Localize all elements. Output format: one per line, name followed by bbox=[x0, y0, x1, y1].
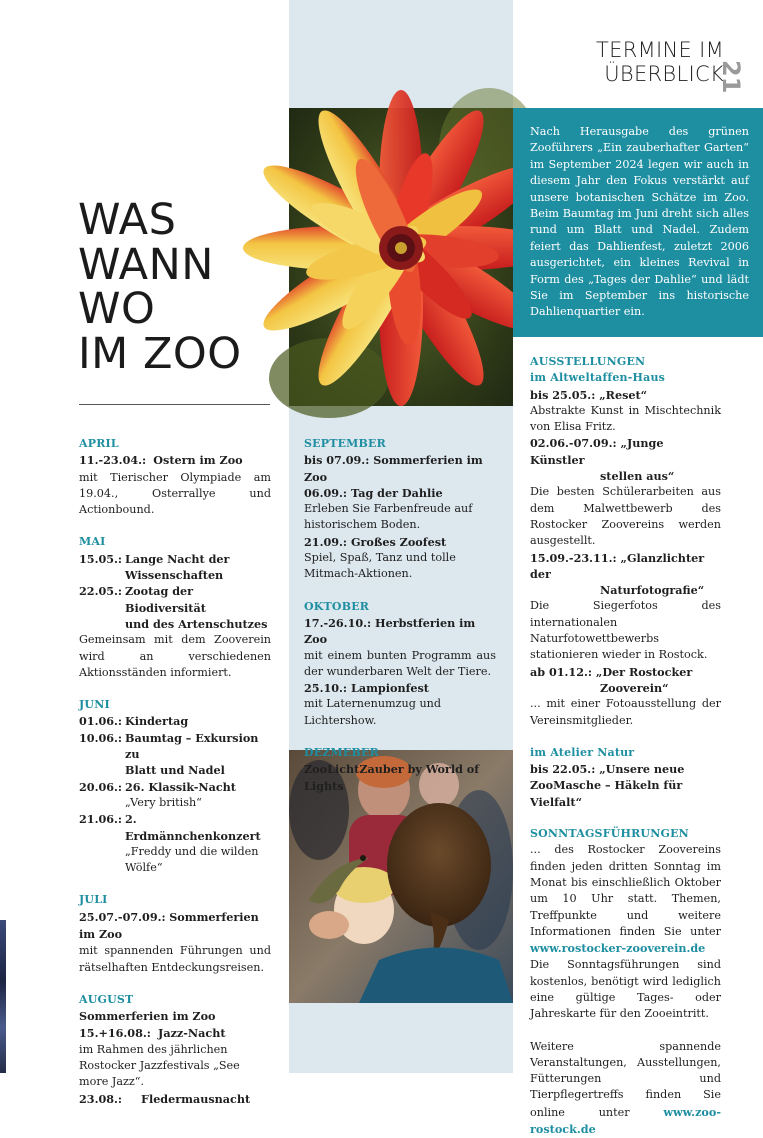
event-description: im Rahmen des jährlichen Rostocker Jazzfestivals „See more Jazz“. bbox=[79, 1042, 240, 1089]
section-heading: AUSSTELLUNGEN bbox=[530, 355, 646, 368]
month-heading: APRIL bbox=[79, 437, 119, 450]
exhibition-description: Abstrakte Kunst in Mischtechnik von Elisa Fritz. bbox=[530, 403, 721, 434]
venue-heading: im Atelier Natur bbox=[530, 745, 635, 759]
event-date: 11.-23.04.: bbox=[79, 453, 147, 468]
event-date: 01.06.: bbox=[79, 714, 123, 729]
page-edge-image-strip bbox=[0, 920, 6, 1073]
event-line: 06.09.: Tag der Dahlie bbox=[304, 485, 443, 500]
exhibition-title: ab 01.12.: „Der Rostocker bbox=[530, 664, 693, 679]
more-info-text: Weitere spannende Veranstaltungen, Ausstellungen, Fütterungen und Tierpflegertreffs finden Sie online unter bbox=[530, 1039, 721, 1119]
section-header: TERMINE IM ÜBERBLICK bbox=[596, 38, 724, 86]
section-heading: SONNTAGSFÜHRUNGEN bbox=[530, 827, 689, 841]
event-description: mit Laternenumzug und Lichtershow. bbox=[304, 697, 442, 727]
event-title: Kindertag bbox=[125, 714, 189, 729]
event-title: Sommerferien im Zoo bbox=[79, 1009, 216, 1024]
headline-line: WANN bbox=[78, 239, 214, 290]
event-date: 20.06.: bbox=[79, 779, 123, 794]
month-heading: DEZMEBER bbox=[304, 746, 379, 760]
month-heading: JULI bbox=[79, 893, 108, 907]
dahlia-photo bbox=[289, 108, 513, 406]
exhibition-title: 02.06.-07.09.: „Junge Künstler bbox=[530, 436, 664, 467]
tour-description-text: ... des Rostocker Zoovereins finden jeden dritten Sonntag im Monat bis einschließlich Oktober um 10 Uhr statt. Themen, Treffpunkte und weitere Informationen finden Sie unter bbox=[530, 843, 721, 938]
event-title: Sommerferien im Zoo bbox=[79, 909, 259, 942]
event-title-cont: Blatt und Nadel bbox=[125, 763, 225, 778]
exhibition-description: Die besten Schülerarbeiten aus dem Malwettbewerb des Rostocker Zoovereins werden ausgestellt. bbox=[530, 485, 721, 548]
event-description: Spiel, Spaß, Tanz und tolle Mitmach-Aktionen. bbox=[304, 551, 456, 581]
event-date: 15.05.: bbox=[79, 551, 123, 566]
main-headline bbox=[78, 195, 242, 379]
month-heading: OKTOBER bbox=[304, 599, 370, 613]
exhibition-title: bis 22.05.: „Unsere neue ZooMasche – Häkeln für Vielfalt“ bbox=[530, 762, 685, 809]
event-line: 21.09.: Großes Zoofest bbox=[304, 534, 447, 549]
month-heading: SEPTEMBER bbox=[304, 437, 386, 450]
event-title: Lange Nacht der bbox=[125, 551, 230, 566]
tour-description bbox=[530, 842, 721, 957]
event-subtitle: Wölfe“ bbox=[125, 861, 163, 875]
event-date: 25.07.-07.09.: bbox=[79, 909, 166, 924]
event-line: ZooLichtZauber by World of Lights bbox=[304, 762, 480, 793]
zooverein-link[interactable]: www.rostocker-zooverein.de bbox=[530, 941, 706, 956]
exhibition-title-cont: Naturfotografie“ bbox=[600, 583, 705, 598]
event-title: 2. Erdmännchenkonzert bbox=[125, 812, 261, 843]
venue-heading: im Altweltaffen-Haus bbox=[530, 371, 666, 385]
event-description: mit einem bunten Programm aus der wunderbaren Welt der Tiere. bbox=[304, 648, 496, 678]
headline-line: WO bbox=[78, 284, 156, 334]
event-description: Erleben Sie Farbenfreude auf historischem Boden. bbox=[304, 502, 473, 532]
event-line: bis 07.09.: Sommerferien im Zoo bbox=[304, 453, 483, 484]
event-title: Ostern im Zoo bbox=[153, 453, 243, 468]
month-heading: JUNI bbox=[79, 698, 110, 712]
exhibition-title: bis 25.05.: „Reset“ bbox=[530, 387, 648, 402]
event-description: Gemeinsam mit dem Zooverein wird an verschiedenen Aktionsständen informiert. bbox=[79, 633, 271, 679]
event-date: 21.06.: bbox=[79, 812, 123, 827]
intro-box: Nach Herausgabe des grünen Zooführers „Ein zauberhafter Garten“ im September 2024 legen wir auch in diesem Jahr den Fokus verstärkt auf unsere botanischen Schätze im Zoo. Beim Baumtag im Juni dreht sich alles rund um Blatt und Nadel. Zudem feiert das Dahlienfest, zuletzt 2006 ausgerichtet, ein kleines Revival in Form des „Tages der Dahlie“ und lädt Sie im September ins historische Dahlienquartier ein. bbox=[513, 108, 763, 337]
exhibition-description: ... mit einer Fotoausstellung der Vereinsmitglieder. bbox=[530, 697, 721, 727]
headline-line: WAS bbox=[78, 195, 177, 245]
event-title-cont: und des Artenschutzes bbox=[125, 616, 268, 631]
event-date: 15.+16.08.: bbox=[79, 1025, 151, 1040]
page-number: 21 bbox=[717, 60, 745, 94]
event-date: 22.05.: bbox=[79, 584, 123, 599]
event-subtitle: „Freddy und die wilden bbox=[125, 844, 259, 858]
exhibition-description: Die Siegerfotos des internationalen Naturfotowettbewerbs stationieren wieder in Rostock. bbox=[530, 599, 721, 662]
right-events-column bbox=[530, 354, 721, 1138]
headline-divider bbox=[79, 404, 270, 405]
event-description: mit Tierischer Olympiade am 19.04., Osterrallye und Actionbound. bbox=[79, 470, 271, 517]
event-title-cont: Wissenschaften bbox=[125, 568, 224, 583]
zoo-rostock-link[interactable]: www.zoo-rostock.de bbox=[530, 1104, 722, 1137]
event-subtitle: „Very british“ bbox=[125, 795, 202, 809]
event-description: mit spannenden Führungen und rätselhaften Entdeckungsreisen. bbox=[79, 944, 271, 974]
event-title: Baumtag – Exkursion zu bbox=[125, 730, 259, 762]
event-line: 17.-26.10.: Herbstferien im Zoo bbox=[304, 615, 476, 647]
more-info bbox=[530, 1039, 721, 1138]
event-title: Fledermausnacht bbox=[141, 1091, 251, 1106]
tour-note: Die Sonntagsführungen sind kostenlos, benötigt wird lediglich eine gültige Tages- oder Jahreskarte für den Zooeintritt. bbox=[530, 958, 721, 1021]
month-heading: MAI bbox=[79, 535, 106, 549]
event-title: Jazz-Nacht bbox=[158, 1025, 226, 1040]
exhibition-title-cont: stellen aus“ bbox=[600, 469, 675, 484]
event-title: Zootag der Biodiversität bbox=[125, 584, 206, 615]
event-date: 23.08.: bbox=[79, 1091, 123, 1106]
event-line: 25.10.: Lampionfest bbox=[304, 681, 429, 696]
headline-line: IM ZOO bbox=[78, 328, 242, 379]
event-title: 26. Klassik-Nacht bbox=[125, 779, 236, 794]
exhibition-title: 15.09.-23.11.: „Glanzlichter der bbox=[530, 550, 705, 581]
month-heading: AUGUST bbox=[79, 992, 134, 1006]
middle-events-column bbox=[304, 436, 496, 794]
exhibition-title-cont: Zooverein“ bbox=[600, 680, 669, 695]
left-events-column bbox=[79, 436, 271, 1107]
event-date: 10.06.: bbox=[79, 730, 123, 745]
